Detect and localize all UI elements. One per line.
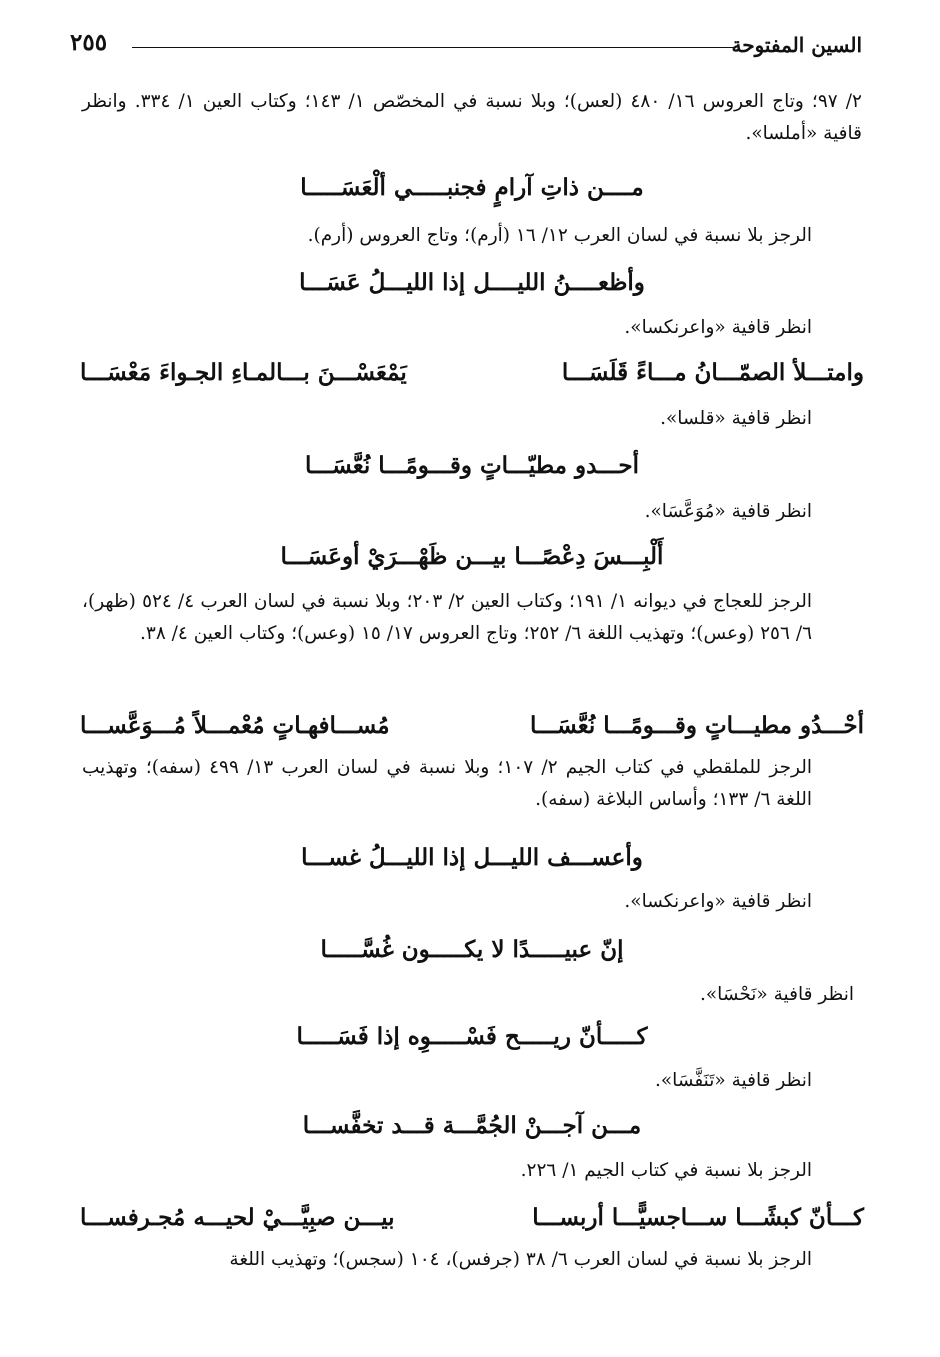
verse-line: إنّ عبيـــــدًا لا يكـــــون غُسَّـــــا bbox=[320, 936, 624, 963]
verse-first-hemistich: كـــأنّ كبشًـــا ســـاجسيًّـــا أربســـا bbox=[532, 1204, 864, 1231]
cross-reference-note: انظر قافية «نَحْسَا». bbox=[699, 984, 854, 1005]
verse-line: مـــن آجـــنْ الجُمَّـــة قـــد تخفَّســـا bbox=[302, 1112, 642, 1139]
verse-line: أحـــدو مطيّـــاتٍ وقـــومًـــا نُعَّسَـــا bbox=[304, 452, 639, 479]
citation-paragraph: الرجز بلا نسبة في لسان العرب ٦/ ٣٨ (جرفس)، ١٠٤ (سجس)؛ وتهذيب اللغة bbox=[229, 1249, 812, 1270]
verse-second-hemistich: بيـــن صبِيَّـــيْ لحيـــه مُجـرفســـا bbox=[80, 1204, 395, 1231]
cross-reference-note: انظر قافية «مُوَعَّسَا». bbox=[644, 501, 812, 522]
citation-paragraph: ٢/ ٩٧؛ وتاج العروس ١٦/ ٤٨٠ (لعس)؛ وبلا نسبة في المخصّص ١/ ١٤٣؛ وكتاب العين ١/ ٣٣٤. وانظر قافية «أملسا». bbox=[82, 91, 862, 144]
page-number: ٢٥٥ bbox=[70, 29, 108, 56]
cross-reference-note: انظر قافية «واعرنكسا». bbox=[624, 317, 812, 338]
citation-paragraph: الرجز للعجاج في ديوانه ١/ ١٩١؛ وكتاب العين ٢/ ٢٠٣؛ وبلا نسبة في لسان العرب ٤/ ٥٢٤ (ظهر)، ٦/ ٢٥٦ (وعس)؛ وتهذيب اللغة ٦/ ٢٥٢؛ وتاج العروس ١٧/ ١٥ (وعس)؛ وكتاب العين ٤/ ٣٨. bbox=[82, 591, 812, 644]
verse-line: وأعســـف الليـــل إذا الليـــلُ غســـا bbox=[301, 844, 643, 871]
citation-paragraph: الرجز للملقطي في كتاب الجيم ٢/ ١٠٧؛ وبلا نسبة في لسان العرب ١٣/ ٤٩٩ (سفه)؛ وتهذيب اللغة ٦/ ١٣٣؛ وأساس البلاغة (سفه). bbox=[82, 757, 812, 810]
verse-second-hemistich: مُســـافهـاتٍ مُعْمـــلاً مُـــوَعَّســـا bbox=[80, 712, 390, 739]
cross-reference-note: انظر قافية «واعرنكسا». bbox=[624, 891, 812, 912]
header-rule bbox=[132, 47, 734, 48]
citation-note: الرجز بلا نسبة في كتاب الجيم ١/ ٢٢٦. bbox=[520, 1160, 812, 1181]
verse-second-hemistich: يَمْعَسْـــنَ بـــالمـاءِ الجـواءَ مَعْسَـــا bbox=[80, 359, 407, 386]
cross-reference-note: انظر قافية «تَنَفَّسَا». bbox=[654, 1070, 812, 1091]
page-header bbox=[70, 28, 862, 62]
citation-note: الرجز بلا نسبة في لسان العرب ١٢/ ١٦ (أرم)؛ وتاج العروس (أرم). bbox=[307, 225, 812, 246]
verse-line: أَلْبِـــسَ دِعْصًـــا بيـــن ظَهْـــرَيْ أوعَسَـــا bbox=[280, 543, 664, 570]
verse-line: وأظعــــنُ الليــــل إذا الليـــلُ عَسَـــا bbox=[299, 269, 645, 296]
verse-first-hemistich: أحْـــدُو مطيـــاتٍ وقـــومًـــا نُعَّسَـــا bbox=[529, 712, 864, 739]
verse-line: كـــــأنّ ريـــــح فَسْـــــوِه إذا فَسَـــــا bbox=[296, 1023, 648, 1050]
verse-line: مــــن ذاتِ آرامٍ فجنبـــــي ألْعَسَـــــا bbox=[300, 174, 644, 201]
cross-reference-note: انظر قافية «قلسا». bbox=[660, 408, 812, 429]
running-title: السين المفتوحة bbox=[731, 33, 862, 57]
verse-first-hemistich: وامتـــلأ الصمّـــانُ مـــاءً قَلَسَـــا bbox=[561, 359, 864, 386]
